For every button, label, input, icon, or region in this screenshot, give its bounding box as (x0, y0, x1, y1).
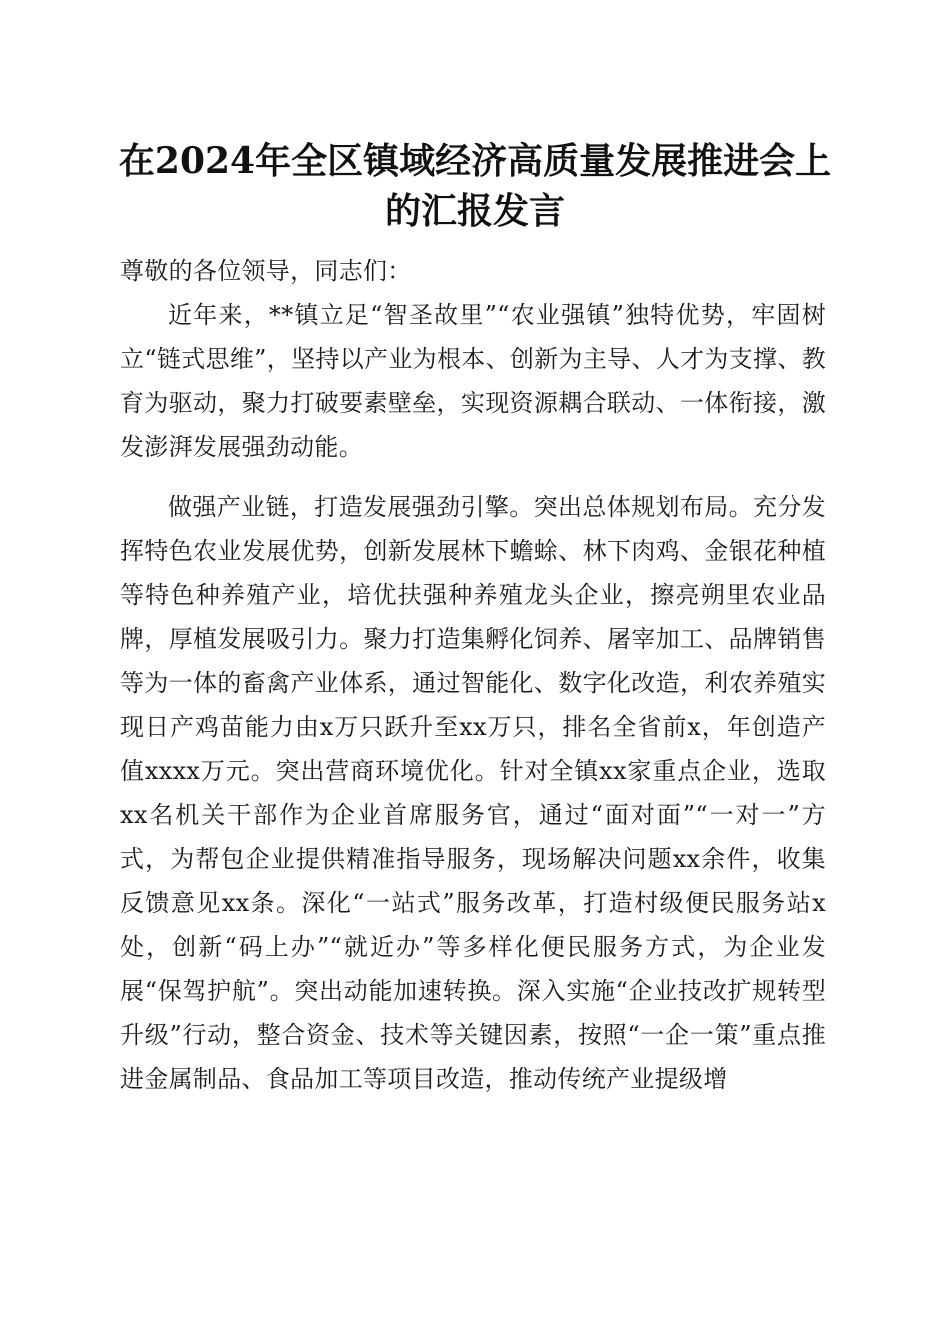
paragraph-intro: 近年来，**镇立足“智圣故里”“农业强镇”独特优势，牢固树立“链式思维”，坚持以产业为根本、创新为主导、人才为支撑、教育为驱动，聚力打破要素壁垒，实现资源耦合联动、一体衔接，激发澎湃发展强劲动能。 (120, 301, 826, 461)
salutation: 尊敬的各位领导，同志们： (120, 257, 412, 285)
document-title (110, 136, 840, 236)
paragraph-industry-chain: 做强产业链，打造发展强劲引擎。突出总体规划布局。充分发挥特色农业发展优势，创新发展林下蟾蜍、林下肉鸡、金银花种植等特色种养殖产业，培优扶强种养殖龙头企业，擦亮朔里农业品牌，厚植发展吸引力。聚力打造集孵化饲养、屠宰加工、品牌销售等为一体的畜禽产业体系，通过智能化、数字化改造，利农养殖实现日产鸡苗能力由x万只跃升至xx万只，排名全省前x，年创造产值xxxx万元。突出营商环境优化。针对全镇xx家重点企业，选取xx名机关干部作为企业首席服务官，通过“面对面”“一对一”方式，为帮包企业提供精准指导服务，现场解决问题xx余件，收集反馈意见xx条。深化“一站式”服务改革，打造村级便民服务站x处，创新“码上办”“就近办”等多样化便民服务方式，为企业发展“保驾护航”。突出动能加速转换。深入实施“企业技改扩规转型升级”行动，整合资金、技术等关键因素，按照“一企一策”重点推进金属制品、食品加工等项目改造，推动传统产业提级增 (120, 493, 826, 1093)
title-line-2: 的汇报发言 (384, 190, 565, 232)
title-line-1: 在2024年全区镇域经济高质量发展推进会上 (118, 140, 832, 182)
document-body (120, 249, 826, 1101)
